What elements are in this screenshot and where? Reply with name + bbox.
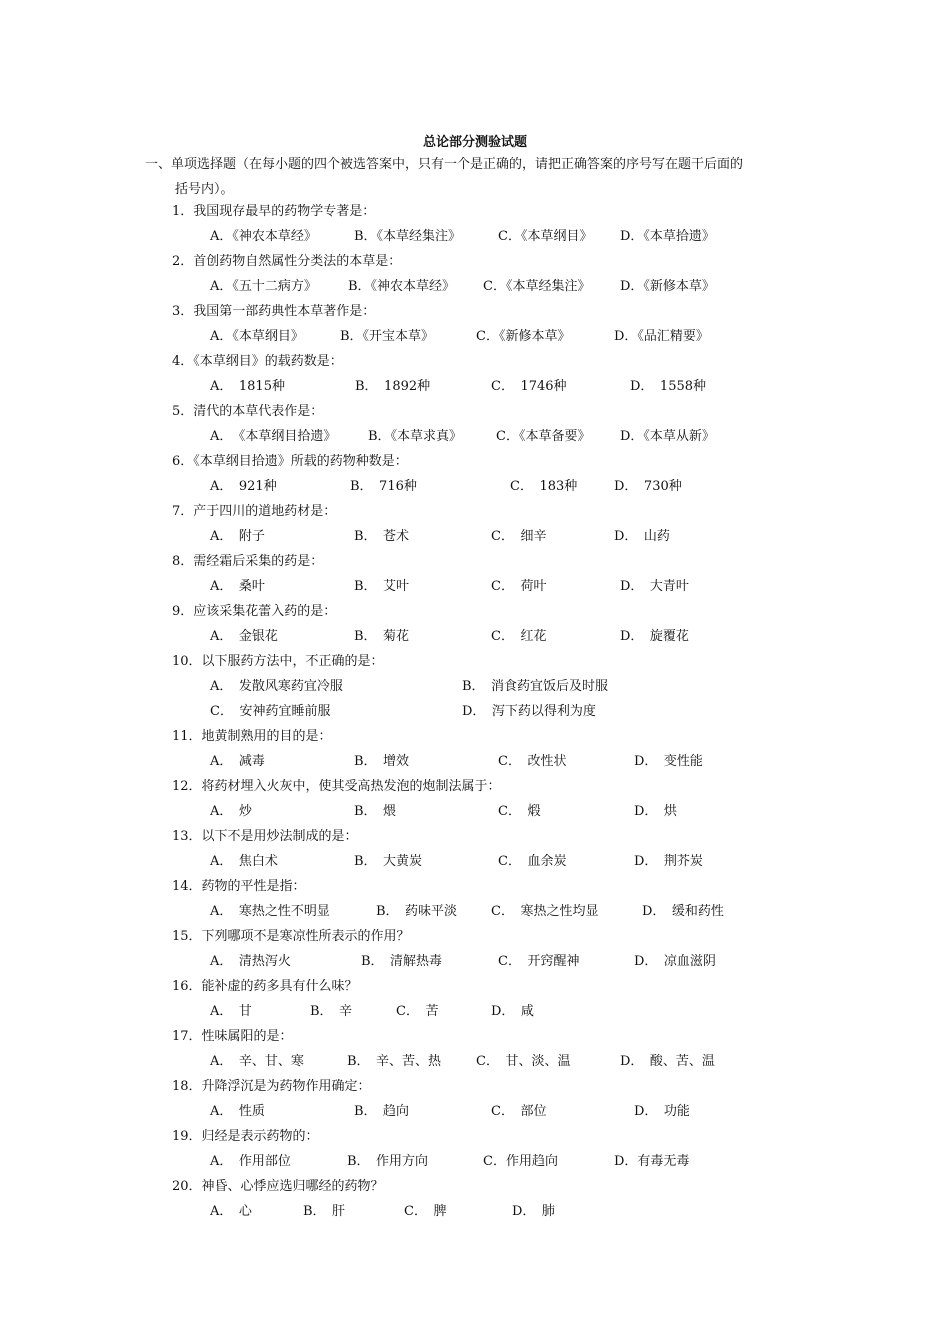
option-c: C． 甘、淡、温 — [476, 1054, 571, 1069]
question-stem: 18．升降浮沉是为药物作用确定： — [172, 1079, 371, 1094]
question-stem: 19．归经是表示药物的： — [172, 1129, 319, 1144]
question-stem: 3．我国第一部药典性本草著作是： — [172, 304, 376, 319]
options-row — [210, 999, 812, 1024]
option-a: A． 寒热之性不明显 — [210, 904, 330, 919]
options-row — [210, 1199, 812, 1224]
question-stem: 8．需经霜后采集的药是： — [172, 554, 324, 569]
question-item — [172, 499, 812, 549]
option-c: C． 细辛 — [491, 529, 547, 544]
option-b: B． 大黄炭 — [354, 854, 423, 869]
option-d: D． 酸、苦、温 — [620, 1054, 715, 1069]
options-row — [210, 899, 812, 924]
option-a: A． 1815种 — [210, 379, 285, 394]
question-stem: 1．我国现存最早的药物学专著是： — [172, 204, 376, 219]
option-a: A． 心 — [210, 1204, 252, 1219]
question-stem: 17．性味属阳的是： — [172, 1029, 293, 1044]
option-d: D． 大青叶 — [620, 579, 689, 594]
option-a: A． 辛、甘、寒 — [210, 1054, 304, 1069]
options-row — [210, 224, 812, 249]
question-stem: 10．以下服药方法中，不正确的是： — [172, 654, 384, 669]
option-c: C． 183种 — [510, 479, 578, 494]
question-item — [172, 824, 812, 874]
question-item — [172, 1174, 812, 1224]
option-a: A． 性质 — [210, 1104, 265, 1119]
option-c: C． 苦 — [396, 1004, 439, 1019]
options-row — [210, 474, 812, 499]
option-b: B． 药味平淡 — [376, 904, 458, 919]
question-item — [172, 649, 812, 724]
options-row — [210, 799, 812, 824]
option-d: D．《本草从新》 — [620, 429, 715, 444]
option-a: A． 炒 — [210, 804, 252, 819]
option-b: B． 艾叶 — [354, 579, 410, 594]
question-item — [172, 549, 812, 599]
option-c: C． 1746种 — [491, 379, 567, 394]
question-item — [172, 974, 812, 1024]
option-a: A． 921种 — [210, 479, 277, 494]
option-c: C． 荷叶 — [491, 579, 547, 594]
option-a: A． 作用部位 — [210, 1154, 291, 1169]
options-row — [210, 1149, 812, 1174]
options-row — [210, 324, 812, 349]
option-c: C． 煅 — [498, 804, 541, 819]
option-d: D． 咸 — [491, 1004, 534, 1019]
option-b: B． 辛、苦、热 — [347, 1054, 442, 1069]
question-stem: 13．以下不是用炒法制成的是： — [172, 829, 358, 844]
question-stem: 9．应该采集花蕾入药的是： — [172, 604, 337, 619]
option-d: D． 荆芥炭 — [634, 854, 703, 869]
option-a: A． 发散风寒药宜冷服 — [210, 679, 343, 694]
options-row — [210, 949, 812, 974]
option-a: A． 附子 — [210, 529, 265, 544]
option-d: D．《品汇精要》 — [614, 329, 709, 344]
question-stem: 6．《本草纲目拾遗》所载的药物种数是： — [172, 454, 408, 469]
question-stem: 14．药物的平性是指： — [172, 879, 306, 894]
option-c: C．《本草备要》 — [496, 429, 591, 444]
option-b: B． 趋向 — [354, 1104, 410, 1119]
option-d: D． 变性能 — [634, 754, 703, 769]
option-b: B． 消食药宜饭后及时服 — [462, 679, 609, 694]
option-a: A．《本草纲目》 — [210, 329, 304, 344]
options-row — [210, 624, 812, 649]
option-a: A． 甘 — [210, 1004, 252, 1019]
option-a: A． 清热泻火 — [210, 954, 291, 969]
option-b: B． 作用方向 — [347, 1154, 429, 1169]
options-row — [210, 849, 812, 874]
question-stem: 20．神昏、心悸应选归哪经的药物？ — [172, 1179, 384, 1194]
question-item — [172, 249, 812, 299]
question-item — [172, 599, 812, 649]
option-c: C．《本草经集注》 — [483, 279, 591, 294]
option-c: C．《新修本草》 — [476, 329, 571, 344]
question-stem: 4．《本草纲目》的载药数是： — [172, 354, 343, 369]
option-c: C．作用趋向 — [483, 1154, 558, 1169]
option-c: C．《本草纲目》 — [498, 229, 593, 244]
option-c: C． 寒热之性均显 — [491, 904, 599, 919]
option-a: A．《神农本草经》 — [210, 229, 317, 244]
question-stem: 7．产于四川的道地药材是： — [172, 504, 337, 519]
option-b: B． 煨 — [354, 804, 397, 819]
option-a: A． 减毒 — [210, 754, 265, 769]
option-a: A． 焦白术 — [210, 854, 278, 869]
options-row — [210, 699, 812, 724]
option-b: B． 增效 — [354, 754, 410, 769]
options-row — [210, 524, 812, 549]
option-c: C． 开窍醒神 — [498, 954, 580, 969]
option-b: B． 苍术 — [354, 529, 410, 544]
question-item — [172, 1124, 812, 1174]
question-item — [172, 449, 812, 499]
option-d: D．《本草拾遗》 — [620, 229, 715, 244]
document-title: 总论部分测验试题 — [422, 135, 527, 150]
option-b: B． 辛 — [310, 1004, 353, 1019]
options-row — [210, 674, 812, 699]
option-c: C． 红花 — [491, 629, 547, 644]
question-item — [172, 299, 812, 349]
option-d: D．有毒无毒 — [614, 1154, 690, 1169]
question-item — [172, 924, 812, 974]
option-d: D． 肺 — [512, 1204, 555, 1219]
options-row — [210, 374, 812, 399]
option-c: C． 部位 — [491, 1104, 547, 1119]
option-d: D． 旋覆花 — [620, 629, 689, 644]
option-b: B． 716种 — [350, 479, 417, 494]
options-row — [210, 1049, 812, 1074]
question-item — [172, 724, 812, 774]
section-heading-line-2: 括号内）。 — [175, 182, 234, 197]
question-stem: 5．清代的本草代表作是： — [172, 404, 324, 419]
question-item — [172, 399, 812, 449]
question-item — [172, 349, 812, 399]
section-heading-line-1: 一、单项选择题（在每小题的四个被选答案中，只有一个是正确的，请把正确答案的序号写在题干后面的 — [145, 157, 744, 172]
options-row — [210, 424, 812, 449]
option-b: B．《本草经集注》 — [354, 229, 462, 244]
option-d: D． 泻下药以得利为度 — [462, 704, 596, 719]
option-d: D． 730种 — [614, 479, 682, 494]
question-item — [172, 874, 812, 924]
question-stem: 2．首创药物自然属性分类法的本草是： — [172, 254, 402, 269]
option-c: C． 安神药宜睡前服 — [210, 704, 331, 719]
options-row — [210, 574, 812, 599]
option-b: B．《神农本草经》 — [348, 279, 456, 294]
option-b: B．《开宝本草》 — [340, 329, 435, 344]
question-item — [172, 199, 812, 249]
option-c: C． 脾 — [404, 1204, 447, 1219]
question-stem: 11．地黄制熟用的目的是： — [172, 729, 332, 744]
option-b: B．《本草求真》 — [368, 429, 463, 444]
option-a: A． 桑叶 — [210, 579, 265, 594]
option-a: A． 金银花 — [210, 629, 278, 644]
option-b: B． 清解热毒 — [361, 954, 443, 969]
option-c: C． 改性状 — [498, 754, 567, 769]
option-c: C． 血余炭 — [498, 854, 567, 869]
section-heading — [145, 152, 825, 202]
option-d: D．《新修本草》 — [620, 279, 715, 294]
question-stem: 15．下列哪项不是寒凉性所表示的作用？ — [172, 929, 410, 944]
option-d: D． 功能 — [634, 1104, 690, 1119]
option-b: B． 菊花 — [354, 629, 410, 644]
option-d: D． 凉血滋阴 — [634, 954, 716, 969]
question-item — [172, 774, 812, 824]
question-item — [172, 1024, 812, 1074]
options-row — [210, 749, 812, 774]
question-list — [172, 199, 812, 1224]
option-a: A． 《本草纲目拾遗》 — [210, 429, 337, 444]
options-row — [210, 274, 812, 299]
option-d: D． 烘 — [634, 804, 677, 819]
options-row — [210, 1099, 812, 1124]
question-stem: 16．能补虚的药多具有什么味？ — [172, 979, 358, 994]
question-item — [172, 1074, 812, 1124]
option-d: D． 1558种 — [630, 379, 707, 394]
option-b: B． 肝 — [303, 1204, 346, 1219]
option-a: A．《五十二病方》 — [210, 279, 317, 294]
option-b: B． 1892种 — [355, 379, 431, 394]
option-d: D． 山药 — [614, 529, 670, 544]
option-d: D． 缓和药性 — [642, 904, 724, 919]
question-stem: 12．将药材埋入火灰中，使其受高热发泡的炮制法属于： — [172, 779, 501, 794]
